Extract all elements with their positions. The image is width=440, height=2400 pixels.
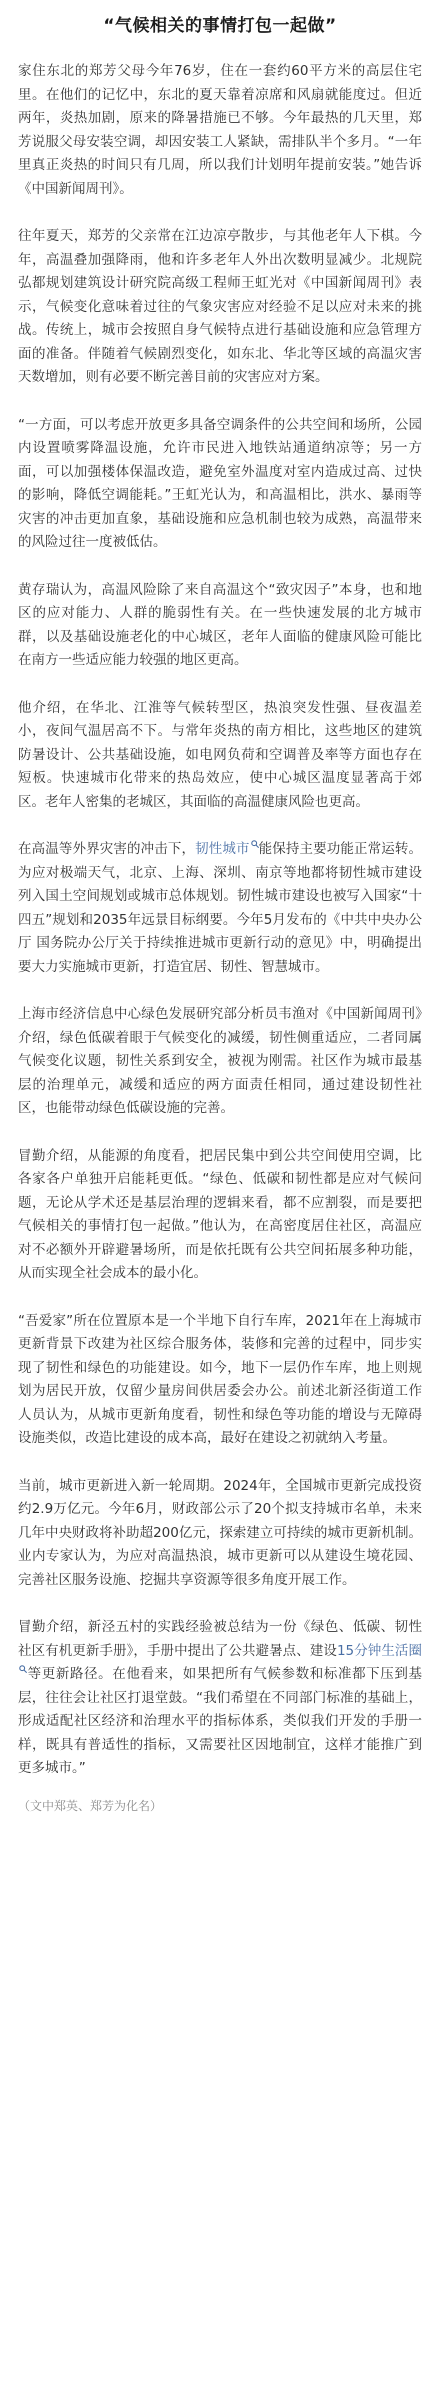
paragraph-8: 冒勤介绍，从能源的角度看，把居民集中到公共空间使用空调，比各家各户单独开启能耗更低。“绿色、低碳和韧性都是应对气候问题，无论从学术还是基层治理的逻辑来看，都不应割裂，而是要把气候相关的事情打包一起做。”他认为，在高密度居住社区，高温应对不必额外开辟避暑场所，而是依托既有公共空间拓展多种功能，从而实现全社会成本的最小化。: [18, 1147, 422, 1281]
paragraph-11: [18, 1616, 422, 1781]
search-icon: [251, 840, 259, 848]
paragraph-2: 往年夏天，郑芳的父亲常在江边凉亭散步，与其他老年人下棋。今年，高温叠加强降雨，他和许多老年人外出次数明显减少。北规院弘都规划建筑设计研究院高级工程师王虹光对《中国新闻周刊》表示，气候变化意味着过往的气象灾害应对经验不足以应对未来的挑战。传统上，城市会按照自身气候特点进行基础设施和应急管理方面的准备。伴随着气候剧烈变化，如东北、华北等区域的高温灾害天数增加，则有必要不断完善目前的灾害应对方案。: [18, 228, 422, 385]
section-heading: “气候相关的事情打包一起做”: [103, 16, 337, 36]
resilient-city-link-label: 韧性城市: [195, 841, 250, 857]
paragraph-3: “一方面，可以考虑开放更多具备空调条件的公共空间和场所，公园内设置喷雾降温设施，允许市民进入地铁站通道纳凉等；另一方面，可以加强楼体保温改造，避免室外温度对室内造成过高、过快的影响，降低空调能耗。”王虹光认为，和高温相比，洪水、暴雨等灾害的冲击更加直象，基础设施和应急机制也较为成熟，高温带来的风险过往一度被低估。: [18, 416, 422, 550]
fifteen-minute-circle-link-label: 15分钟生活圈: [336, 1642, 423, 1659]
paragraph-6-text-a: 在高温等外界灾害的冲击下，: [18, 841, 196, 857]
paragraph-11-text-b: 等更新路径。在他看来，如果把所有气候参数和标准都下压到基层，往往会让社区打退堂鼓。“我们希望在不同部门标准的基础上，形成适配社区经济和治理水平的指标体系，类似我们开发的手册一样，既具有普适性的指标，又需要社区因地制宜，这样才能推广到更多城市。”: [18, 1666, 422, 1776]
paragraph-4: 黄存瑞认为，高温风险除了来自高温这个“致灾因子”本身，也和地区的应对能力、人群的脆弱性有关。在一些快速发展的北方城市群，以及基础设施老化的中心城区，老年人面临的健康风险可能比在南方一些适应能力较强的地区更高。: [18, 581, 422, 668]
paragraph-7: 上海市经济信息中心绿色发展研究部分析员韦渔对《中国新闻周刊》介绍，绿色低碳着眼于气候变化的减缓，韧性侧重适应，二者同属气候变化议题，韧性关系到安全，被视为刚需。社区作为城市最基层的治理单元，减缓和适应的两方面责任相同，通过建设韧性社区，也能带动绿色低碳设施的完善。: [18, 1006, 422, 1116]
paragraph-5: 他介绍，在华北、江淮等气候转型区，热浪突发性强、昼夜温差小，夜间气温居高不下。与常年炎热的南方相比，这些地区的建筑防暑设计、公共基础设施，如电网负荷和空调普及率等方面也存在短板。快速城市化带来的热岛效应，使中心城区温度显著高于郊区。老年人密集的老城区，其面临的高温健康风险也更高。: [18, 699, 422, 810]
paragraph-6: [18, 838, 422, 979]
paragraph-6-text-b: 能保持主要功能正常运转。为应对极端天气，北京、上海、深圳、南京等地都将韧性城市建设列入国土空间规划或城市总体规划。韧性城市建设也被写入国家“十四五”规划和2035年远景目标纲要。今年5月发布的《中共中央办公厅 国务院办公厅关于持续推进城市更新行动的意见》中，明确提出要大力实施城市更新，打造宜居、韧性、智慧城市。: [18, 841, 423, 975]
paragraph-10: 当前，城市更新进入新一轮周期。2024年，全国城市更新完成投资约2.9万亿元。今年6月，财政部公示了20个拟支持城市名单，未来几年中央财政将补助超200亿元，探索建立可持续的城市更新机制。业内专家认为，为应对高温热浪，城市更新可以从建设生境花园、完善社区服务设施、挖掘共享资源等很多角度开展工作。: [18, 1477, 422, 1588]
resilient-city-link[interactable]: [195, 841, 258, 857]
paragraph-9: “吾爱家”所在位置原本是一个半地下自行车库，2021年在上海城市更新背景下改建为社区综合服务体，装修和完善的过程中，同步实现了韧性和绿色的功能建设。如今，地下一层仍作车库，地上则规划为居民开放，仅留少量房间供居委会办公。前述北新泾街道工作人员认为，从城市更新角度看，韧性和绿色等功能的增设与无障碍设施类似，改造比建设的成本高，最好在建设之初就纳入考量。: [18, 1312, 422, 1446]
paragraph-1: 家住东北的郑芳父母今年76岁，住在一套约60平方米的高层住宅里。在他们的记忆中，东北的夏天靠着凉席和风扇就能度过。但近两年，炎热加剧，原来的降暑措施已不够。今年最热的几天里，郑芳说服父母安装空调，却因安装工人紧缺，需排队半个多月。“一年里真正炎热的时间只有几周，所以我们计划明年提前安装。”她告诉《中国新闻周刊》。: [18, 63, 422, 197]
pseudonym-note: （文中郑英、郑芳为化名）: [18, 1798, 163, 1813]
search-icon: [19, 1665, 27, 1673]
paragraph-11-text-a: 冒勤介绍，新泾五村的实践经验被总结为一份《绿色、低碳、韧性社区有机更新手册》，手册中提出了公共避暑点、建设: [18, 1619, 422, 1659]
